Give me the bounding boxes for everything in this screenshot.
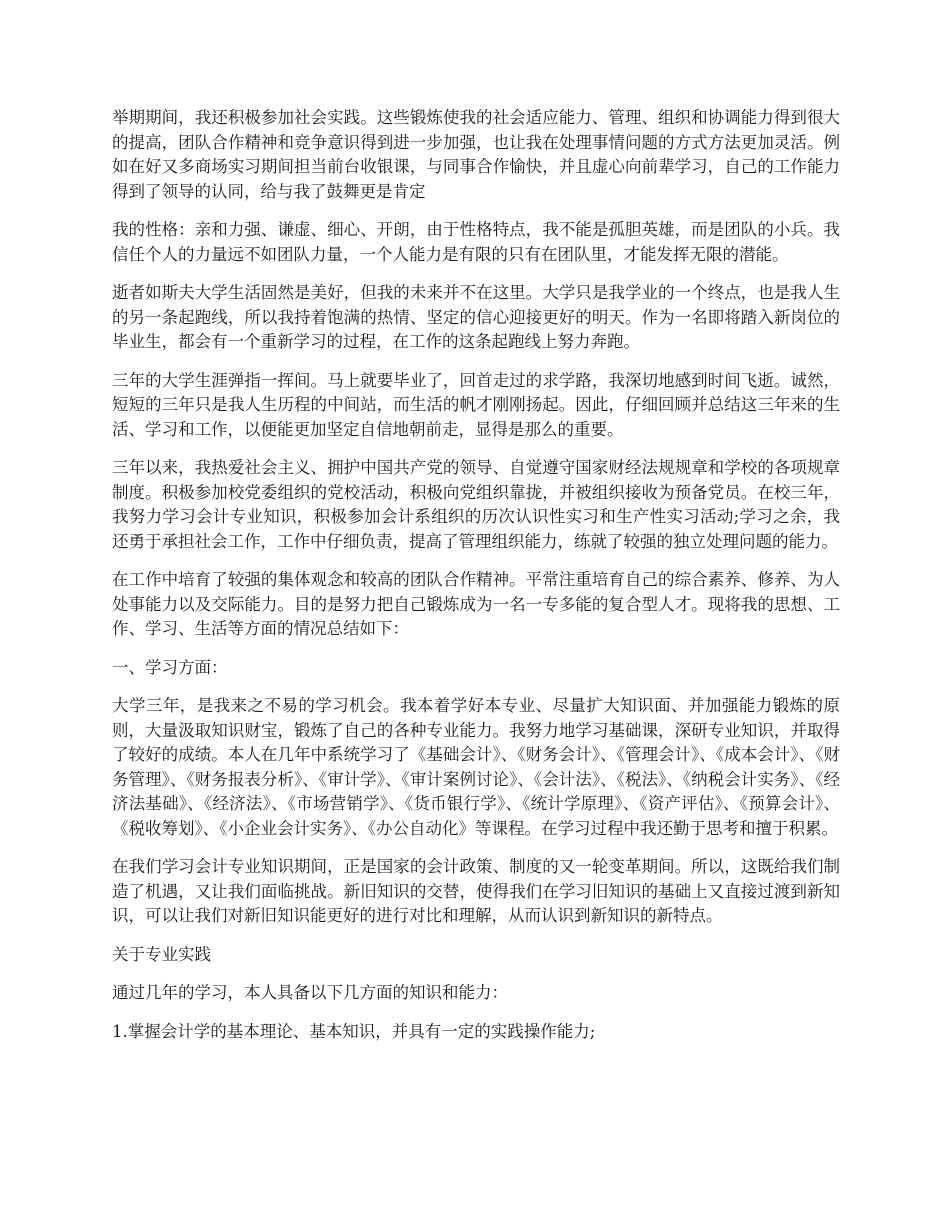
paragraph-abilities-intro: 通过几年的学习，本人具备以下几方面的知识和能力： [112,983,508,1002]
paragraph-courses: 大学三年，是我来之不易的学习机会。我本着学好本专业、尽量扩大知识面、并加强能力锻炼的原则，大量汲取知识财宝，锻炼了自己的各种专业能力。我努力地学习基础课，深研专业知识，并取得了较好的成绩。本人在几年中系统学习了《基础会计》、《财务会计》、《管理会计》、《成本会计》、《财务管理》、《财务报表分析》、《审计学》、《审计案例讨论》、《会计法》、《税法》、《纳税会计实务》、《经济法基础》、《经济法》、《市场营销学》、《货币银行学》、《统计学原理》、《资产评估》、《预算会计》、《税收筹划》、《小企业会计实务》、《办公自动化》等课程。在学习过程中我还勤于思考和擅于积累。 [112,696,840,838]
paragraph-political: 三年以来，我热爱社会主义、拥护中国共产党的领导、自觉遵守国家财经法规规章和学校的各项规章制度。积极参加校党委组织的党校活动，积极向党组织靠拢，并被组织接收为预备党员。在校三年，我努力学习会计专业知识，积极参加会计系组织的历次认识性实习和生产性实习活动;学习之余，我还勇于承担社会工作，工作中仔细负责，提高了管理组织能力，练就了较强的独立处理问题的能力。 [112,458,840,551]
paragraph-social-practice: 举期期间，我还积极参加社会实践。这些锻炼使我的社会适应能力、管理、组织和协调能力得到很大的提高，团队合作精神和竞争意识得到进一步加强，也让我在处理事情问题的方式方法更加灵活。例如在好又多商场实习期间担当前台收银课，与同事合作愉快，并且虚心向前辈学习，自己的工作能力得到了领导的认同，给与我了鼓舞更是肯定 [112,108,840,201]
paragraph-three-years: 三年的大学生涯弹指一挥间。马上就要毕业了，回首走过的求学路，我深切地感到时间飞逝。诚然，短短的三年只是我人生历程的中间站，而生活的帆才刚刚扬起。因此，仔细回顾并总结这三年来的生活、学习和工作，以便能更加坚定自信地朝前走，显得是那么的重要。 [112,370,840,439]
paragraph-teamwork: 在工作中培育了较强的集体观念和较高的团队合作精神。平常注重培育自己的综合素养、修养、为人处事能力以及交际能力。目的是努力把自己锻炼成为一名一专多能的复合型人才。现将我的思想、工作、学习、生活等方面的情况总结如下： [112,570,840,638]
section-heading-study: 一、学习方面： [112,657,228,677]
paragraph-future: 逝者如斯夫大学生活固然是美好，但我的未来并不在这里。大学只是我学业的一个终点，也是我人生的另一条起跑线，所以我持着饱满的热情、坚定的信心迎接更好的明天。作为一名即将踏入新岗位的毕业生，都会有一个重新学习的过程，在工作的这条起跑线上努力奔跑。 [112,283,840,351]
paragraph-policy-change: 在我们学习会计专业知识期间，正是国家的会计政策、制度的又一轮变革期间。所以，这既给我们制造了机遇，又让我们面临挑战。新旧知识的交替，使得我们在学习旧知识的基础上又直接过渡到新知识，可以让我们对新旧知识能更好的进行对比和理解，从而认识到新知识的新特点。 [112,857,840,925]
document-body [112,106,840,1058]
paragraph-personality: 我的性格：亲和力强、谦虚、细心、开朗，由于性格特点，我不能是孤胆英雄，而是团队的小兵。我信任个人的力量远不如团队力量，一个人能力是有限的只有在团队里，才能发挥无限的潜能。 [112,220,840,264]
list-item-ability-1: 1.掌握会计学的基本理论、基本知识，并具有一定的实践操作能力; [112,1021,596,1041]
section-heading-practice: 关于专业实践 [112,944,211,964]
